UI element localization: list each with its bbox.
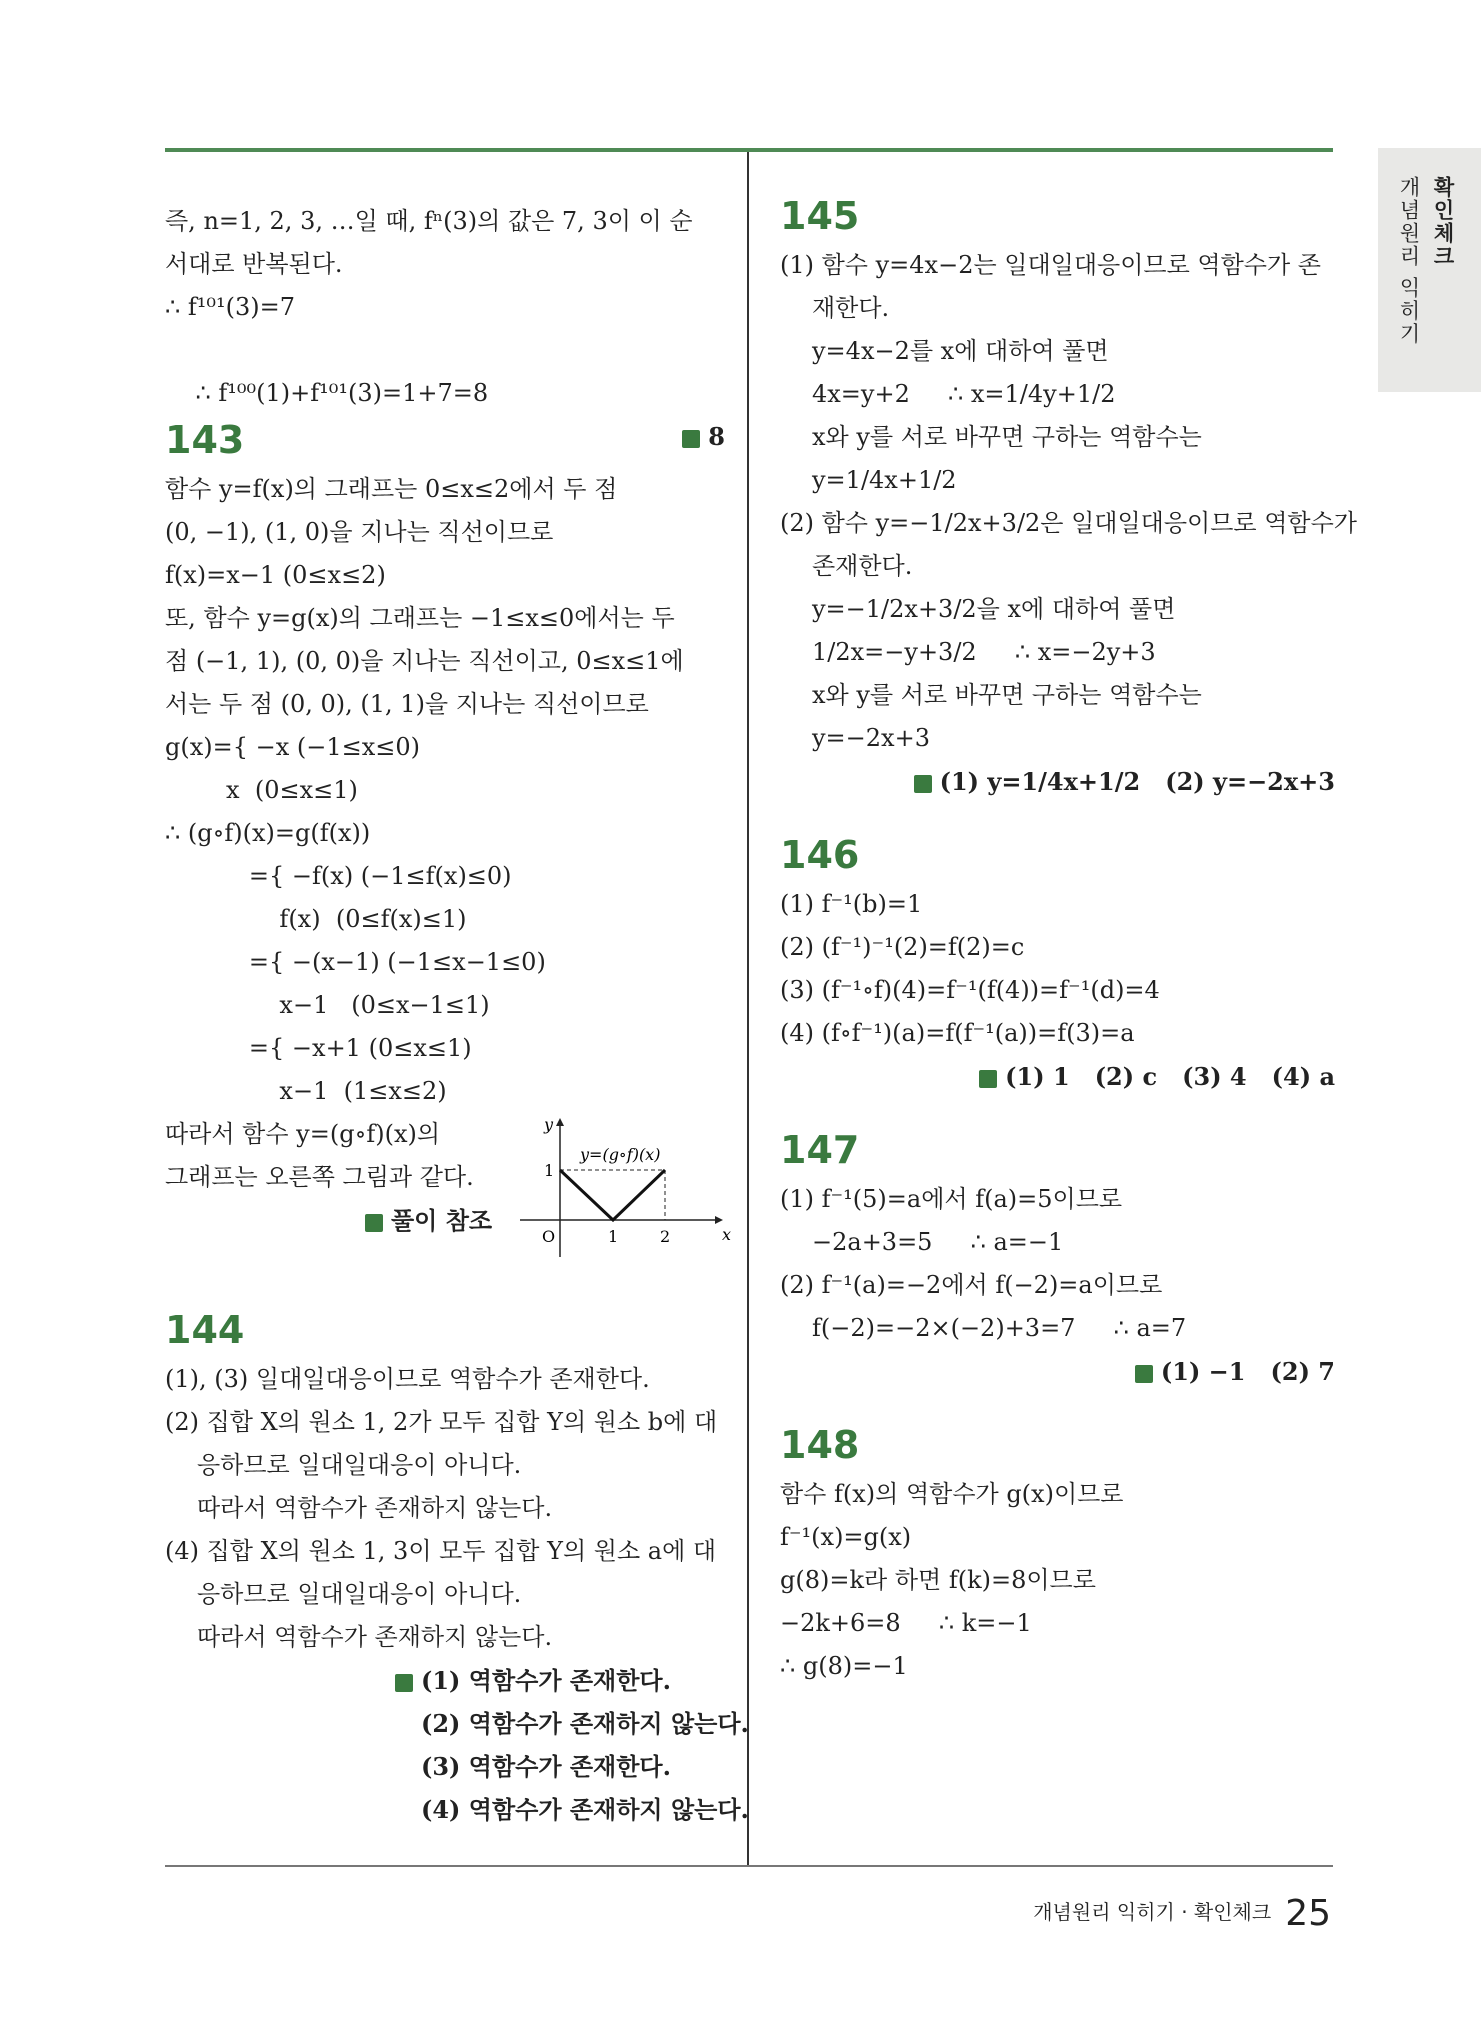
answer-value: (1) 1 (2) c (3) 4 (4) a [1005,1062,1335,1091]
side-tab [1378,148,1481,392]
text-line: ={ −f(x) (−1≤f(x)≤0) [165,862,512,890]
text-line: 그래프는 오른쪽 그림과 같다. [165,1163,474,1191]
left-column [165,200,749,1831]
page-number: 25 [1285,1893,1331,1934]
answer [780,760,1335,803]
answer [780,1055,1335,1098]
footer-label: 개념원리 익히기 · 확인체크 [1033,1900,1272,1924]
text-line: 또, 함수 y=g(x)의 그래프는 −1≤x≤0에서는 두 [165,604,675,632]
text-line: x (0≤x≤1) [165,776,358,804]
text-line: −2a+3=5 ∴ a=−1 [812,1228,1064,1256]
text-line: (0, −1), (1, 0)을 지나는 직선이므로 [165,518,554,546]
text-line: ={ −(x−1) (−1≤x−1≤0) [165,948,546,976]
text-line: f⁻¹(x)=g(x) [780,1523,912,1551]
text-line: y=−1/2x+3/2을 x에 대하여 풀면 [812,595,1176,623]
y-axis-arrow-icon [556,1118,564,1126]
side-tab-top: 확인체크 [1431,176,1455,268]
problem-number: 144 [165,1308,245,1352]
text-line: 1/2x=−y+3/2 ∴ x=−2y+3 [812,638,1156,666]
text-line: (1) f⁻¹(b)=1 [780,890,923,918]
text-line: ∴ g(8)=−1 [780,1652,908,1680]
text-line: 함수 y=f(x)의 그래프는 0≤x≤2에서 두 점 [165,475,618,503]
problem-number: 146 [780,833,860,877]
graph-caption: y=(g∘f)(x) [580,1145,661,1164]
text-line: g(x)={ −x (−1≤x≤0) [165,733,421,761]
text-line: (2) 집합 X의 원소 1, 2가 모두 집합 Y의 원소 b에 대 [165,1408,718,1436]
top-rule [165,148,1333,152]
problem-number: 148 [780,1423,860,1467]
text-line: 함수 f(x)의 역함수가 g(x)이므로 [780,1480,1124,1508]
graph-curve [560,1170,665,1220]
x-axis-arrow-icon [715,1216,723,1224]
bottom-rule [165,1865,1333,1867]
answer-value: (1) y=1/4x+1/2 (2) y=−2x+3 [939,767,1335,796]
origin-label: O [542,1227,556,1246]
y-axis-label: y [544,1115,554,1134]
text-line: 서대로 반복된다. [165,250,343,278]
text-line-content: ∴ f¹⁰⁰(1)+f¹⁰¹(3)=1+7=8 [195,379,489,407]
text-line: (4) 집합 X의 원소 1, 3이 모두 집합 Y의 원소 a에 대 [165,1537,717,1565]
x-axis-label: x [722,1225,732,1244]
text-line: y=1/4x+1/2 [812,466,957,494]
text-line: x와 y를 서로 바꾸면 구하는 역함수는 [812,423,1202,451]
text-line: (2) (f⁻¹)⁻¹(2)=f(2)=c [780,933,1025,961]
answer-value: (2) 역함수가 존재하지 않는다. [421,1709,749,1738]
x-tick-label: 1 [608,1227,619,1246]
problem-number: 143 [165,418,245,462]
answer-tag-icon [365,1214,383,1232]
text-line: g(8)=k라 하면 f(k)=8이므로 [780,1566,1096,1594]
text-line: y=−2x+3 [812,724,930,752]
answer-value: (1) 역함수가 존재한다. [421,1666,671,1695]
text-line: 따라서 함수 y=(g∘f)(x)의 [165,1120,441,1148]
answer-tag-icon [682,430,700,448]
problem-number: 147 [780,1128,860,1172]
column-divider [747,152,749,1866]
right-column [780,188,1357,1688]
text-line: x와 y를 서로 바꾸면 구하는 역함수는 [812,681,1202,709]
answer-value: 풀이 참조 [391,1206,493,1235]
answer [165,1659,725,1702]
text-line: (2) 함수 y=−1/2x+3/2은 일대일대응이므로 역함수가 [780,509,1357,537]
text-line: x−1 (1≤x≤2) [165,1077,447,1105]
answer-tag-icon [1135,1365,1153,1383]
text-line: (1) f⁻¹(5)=a에서 f(a)=5이므로 [780,1185,1123,1213]
side-tab-bottom: 개념원리 익히기 [1397,176,1421,346]
answer-tag-icon [979,1070,997,1088]
answer [780,1350,1335,1393]
text-line: x−1 (0≤x−1≤1) [165,991,490,1019]
text-line: 존재한다. [812,552,913,580]
text-line: 즉, n=1, 2, 3, …일 때, fⁿ(3)의 값은 7, 3이 이 순 [165,207,693,235]
graph-g-of-f [510,1112,730,1262]
text-line: 재한다. [812,294,890,322]
answer-value: 8 [708,422,725,451]
page-footer [1033,1893,1331,1934]
text-line: 따라서 역함수가 존재하지 않는다. [197,1623,553,1651]
text-line: 4x=y+2 ∴ x=1/4y+1/2 [812,380,1116,408]
text-line: 점 (−1, 1), (0, 0)을 지나는 직선이고, 0≤x≤1에 [165,647,684,675]
x-tick-label: 2 [660,1227,671,1246]
answer-tag-icon [914,775,932,793]
text-line: f(x)=x−1 (0≤x≤2) [165,561,386,589]
answer-value: (3) 역함수가 존재한다. [421,1752,671,1781]
text-line: ∴ f¹⁰¹(3)=7 [165,293,296,321]
text-line: −2k+6=8 ∴ k=−1 [780,1609,1032,1637]
text-line: ∴ (g∘f)(x)=g(f(x)) [165,819,371,847]
text-line: 따라서 역함수가 존재하지 않는다. [197,1494,553,1522]
text-line: y=4x−2를 x에 대하여 풀면 [812,337,1109,365]
answer [682,415,725,459]
text-line: f(x) (0≤f(x)≤1) [165,905,467,933]
text-line: 응하므로 일대일대응이 아니다. [197,1580,522,1608]
text-line: ={ −x+1 (0≤x≤1) [165,1034,472,1062]
text-line: (2) f⁻¹(a)=−2에서 f(−2)=a이므로 [780,1271,1163,1299]
text-line: 서는 두 점 (0, 0), (1, 1)을 지나는 직선이므로 [165,690,649,718]
problem-number: 145 [780,194,860,238]
text-line: f(−2)=−2×(−2)+3=7 ∴ a=7 [812,1314,1187,1342]
text-line: (1), (3) 일대일대응이므로 역함수가 존재한다. [165,1365,650,1393]
text-line: 응하므로 일대일대응이 아니다. [197,1451,522,1479]
text-line: (4) (f∘f⁻¹)(a)=f(f⁻¹(a))=f(3)=a [780,1019,1135,1047]
text-line: (1) 함수 y=4x−2는 일대일대응이므로 역함수가 존 [780,251,1321,279]
answer-tag-icon [395,1674,413,1692]
answer-value: (4) 역함수가 존재하지 않는다. [421,1795,749,1824]
y-tick-label: 1 [544,1161,555,1180]
answer-value: (1) −1 (2) 7 [1160,1357,1335,1386]
text-line: (3) (f⁻¹∘f)(4)=f⁻¹(f(4))=f⁻¹(d)=4 [780,976,1160,1004]
